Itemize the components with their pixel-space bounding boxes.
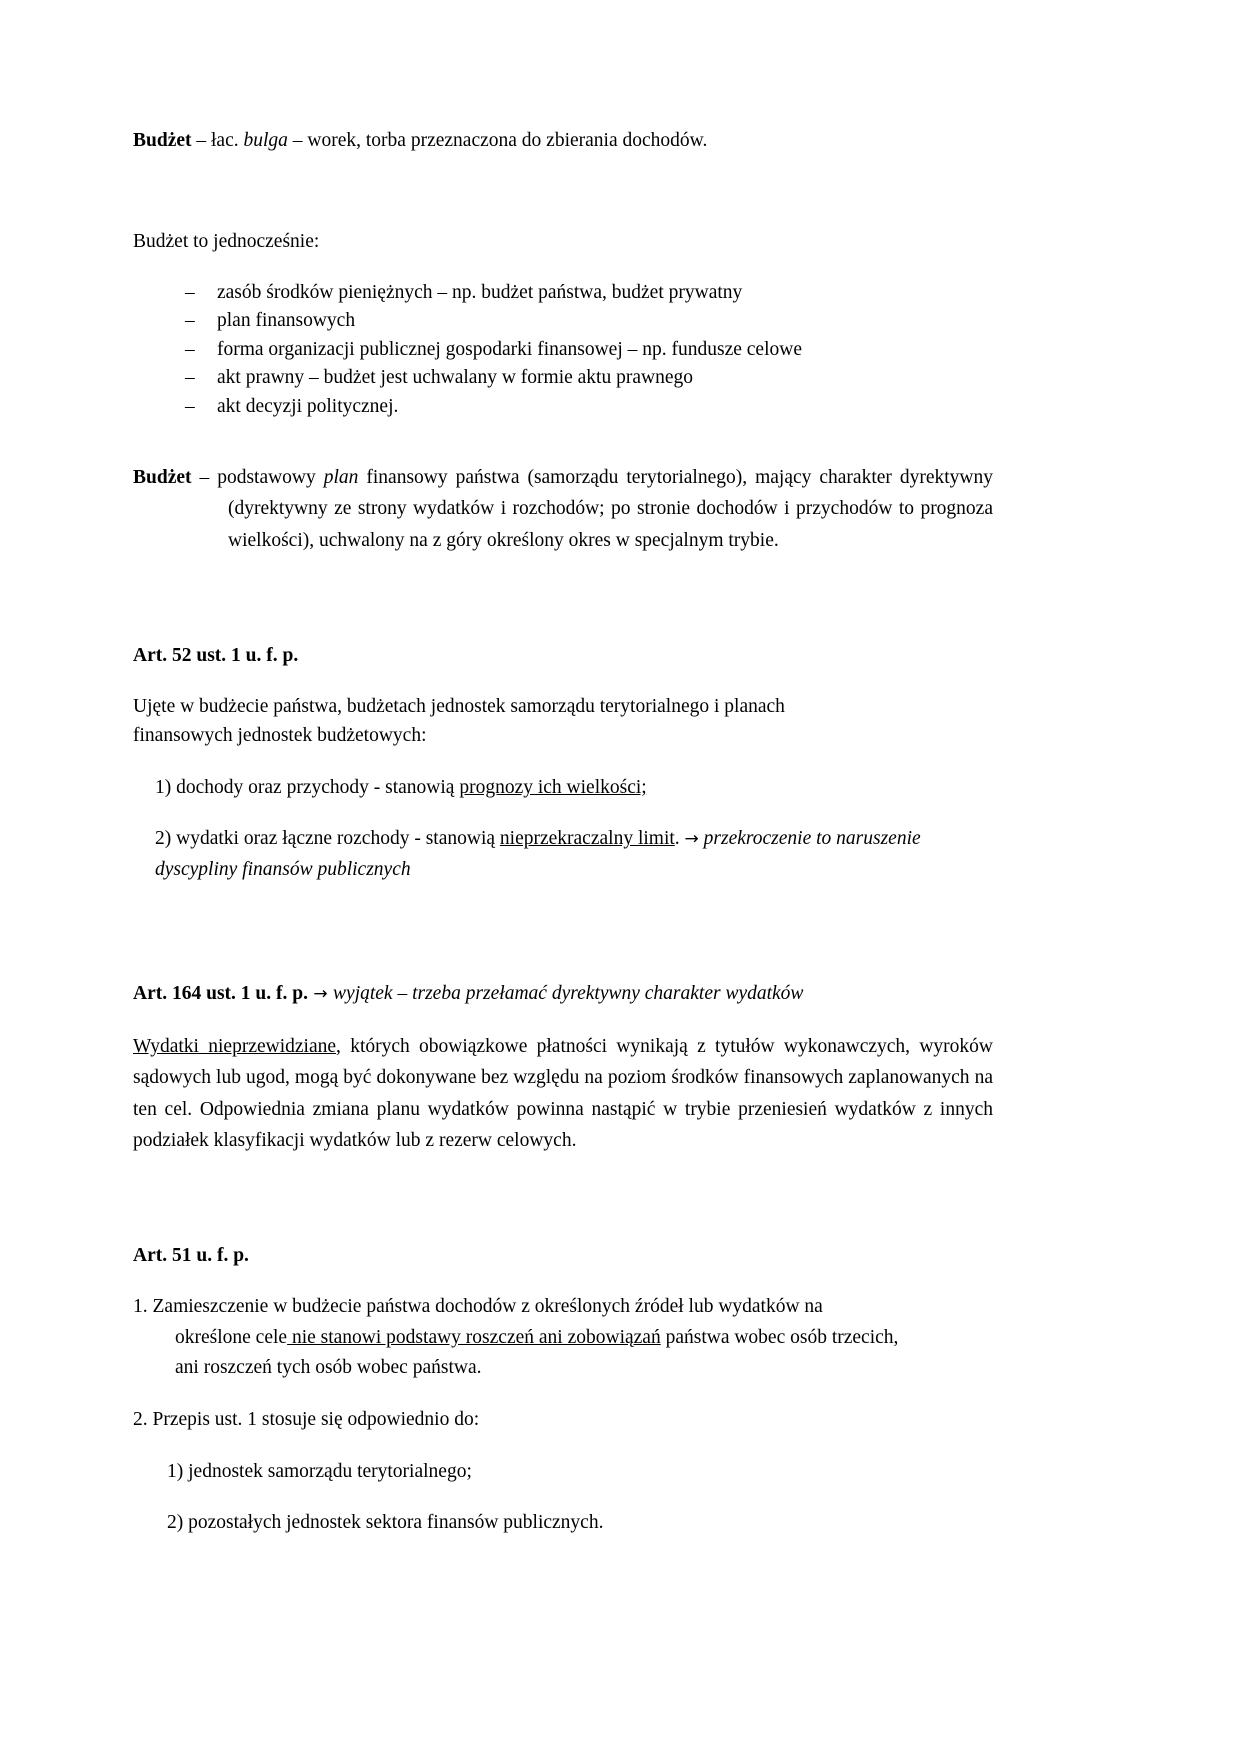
dash-bullet-icon: – [185,310,195,332]
art51-heading: Art. 51 u. f. p. [133,1245,249,1267]
spacer [133,1383,993,1405]
dash-bullet-icon: – [185,338,195,360]
art52-point-2-text-after: . [674,828,685,850]
dash-bullet-icon: – [185,367,195,389]
art164-heading: Art. 164 ust. 1 u. f. p. [133,983,308,1005]
spacer [133,155,993,227]
art51-point-1-line-2-after: państwa wobec osób trzecich, [660,1326,899,1348]
art51-point-1-line-1: 1. Zamieszczenie w budżecie państwa dochodów z określonych źródeł lub wydatków na [133,1296,823,1318]
art51-point-1 [133,1292,993,1383]
art52-point-1-underlined: prognozy ich wielkości; [459,777,647,799]
art52-point-2 [133,824,993,885]
list-item [185,336,993,365]
spacer [133,257,993,279]
spacer [133,422,993,462]
spacer [133,557,993,629]
spacer [133,1229,993,1241]
art52-point-2-comment: przekroczenie to naruszenie dyscypliny finansów publicznych [155,828,921,880]
spacer [133,751,993,773]
definition-part-two: finansowy państwa (samorządu terytorialnego), mający charakter dyrektywny (dyrektywny ze strony wydatków i rozchodów; po stronie dochodów i przychodów to prognoza wielkości), uchwalony na z góry określony okres w specjalnym trybie. [228,466,993,551]
intro-definition-line [133,126,993,155]
art51-point-2-lead: 2. Przepis ust. 1 stosuje się odpowiednio do: [133,1409,480,1431]
definition-list-lead: Budżet to jednocześnie: [133,231,320,253]
spacer [133,670,993,692]
definition-term: Budżet [133,466,192,488]
list-item-label: zasób środków pieniężnych – np. budżet państwa, budżet prywatny [217,281,743,303]
art51-point-1-line-3: ani roszczeń tych osób wobec państwa. [175,1357,482,1379]
spacer [133,1435,993,1457]
art164-body-rest: , których obowiązkowe płatności wynikają z tytułów wykonawczych, wyroków sądowych lub ugod, mogą być dokonywane bez względu na poziom środków finansowych zaplanowanych na ten cel. Odpowiednia zmiana planu wydatków powinna nastąpić w trybie przeniesień wydatków z innych podziałek klasyfikacji wydatków lub z rezerw celowych. [133,1035,993,1152]
intro-rest: – worek, torba przeznaczona do zbierania dochodów. [287,130,708,151]
list-item [185,307,993,336]
document-body [133,126,993,1538]
art164-heading-note: wyjątek – trzeba przełamać dyrektywny charakter wydatków [333,983,804,1005]
list-item-label: akt decyzji politycznej. [217,396,399,418]
list-item [185,393,993,422]
spacer [133,1009,993,1031]
arrow-right-icon: → [684,829,699,850]
art52-point-1 [133,773,993,802]
list-item-label: forma organizacji publicznej gospodarki finansowej – np. fundusze celowe [217,338,802,360]
art51-point-1-underlined: nie stanowi podstawy roszczeń ani zobowiązań [287,1326,661,1348]
intro-term: Budżet [133,130,192,151]
art52-point-1-text: 1) dochody oraz przychody - stanowią [155,777,460,799]
art51-point-1-line-2-before: określone cele [175,1326,288,1348]
art164-body-underlined: Wydatki nieprzewidziane [133,1035,337,1057]
definition-italic-word: plan [323,466,359,488]
art52-point-2-text: 2) wydatki oraz łączne rozchody - stanowią [155,828,500,850]
art52-heading: Art. 52 ust. 1 u. f. p. [133,644,299,666]
spacer [133,957,993,979]
art51-point-2-subitem-2: 2) pozostałych jednostek sektora finansów publicznych. [167,1512,604,1534]
art51-point-1-line-2 [153,1323,993,1353]
art164-body-paragraph [133,1031,993,1157]
list-item-label: plan finansowych [217,310,356,332]
intro-latin-word: bulga [243,130,288,151]
dash-bullet-icon: – [185,281,195,303]
spacer [133,885,993,957]
list-item-label: akt prawny – budżet jest uchwalany w formie aktu prawnego [217,367,693,389]
definition-part-one: – podstawowy [191,466,324,488]
budget-definition-paragraph [133,462,993,557]
definition-bullet-list [133,279,993,422]
art52-point-2-underlined: nieprzekraczalny limit [499,828,675,850]
spacer [133,629,993,641]
art51-point-2-subitem-1: 1) jednostek samorządu terytorialnego; [167,1461,472,1483]
art164-heading-line [133,979,993,1009]
list-item [185,279,993,308]
spacer [133,1270,993,1292]
dash-bullet-icon: – [185,396,195,418]
spacer [133,1486,993,1508]
spacer [133,1157,993,1229]
spacer [133,802,993,824]
art52-intro-line-1: Ujęte w budżecie państwa, budżetach jednostek samorządu terytorialnego i planach [133,695,785,717]
art52-intro-line-2: finansowych jednostek budżetowych: [133,725,427,747]
intro-dash: – łac. [191,130,244,151]
arrow-right-icon: → [307,984,334,1005]
list-item [185,364,993,393]
